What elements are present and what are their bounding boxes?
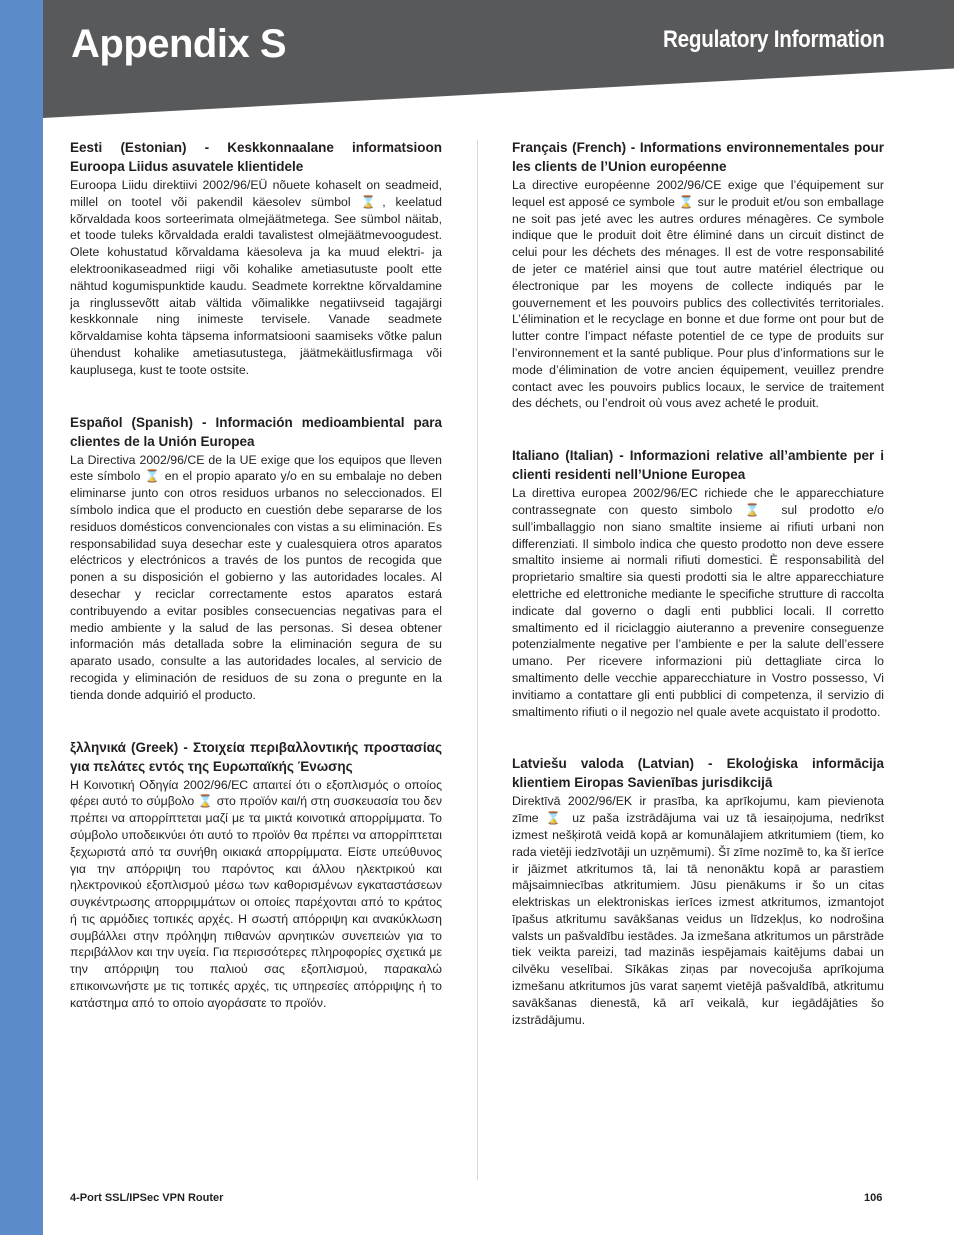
section-french xyxy=(512,138,884,412)
right-column xyxy=(512,138,884,1062)
section-heading: Italiano (Italian) - Informazioni relative all’ambiente per i clienti residenti nell’Unione Europea xyxy=(512,448,884,483)
section-heading: Latviešu valoda (Latvian) - Ekoloģiska informācija klientiem Eiropas Savienības jurisdikcijā xyxy=(512,756,884,791)
section-body: Direktīvā 2002/96/EK ir prasība, ka aprīkojumu, kam pievienota zīme ⌛ uz paša izstrādājuma vai uz tā iesaiņojuma, nedrīkst izmest nešķirotā veidā kopā ar komunālajiem atkritumiem (tiem, ko rada vietēji iedzīvotāji un uzņēmumi). Šī zīme nozīmē to, ka šī ierīce ir jāizmet atkritumos tā, lai tā nenonāktu kopā ar parastiem mājsaimniecības atkritumiem. Jūsu pienākums ir šo un citas elektriskas un elektroniskas ierīces izmest atkritumos, izmantojot īpašus atkritumu savākšanas veidus un līdzekļus, ko nodrošina valsts un pašvaldību iestādes. Ja izmešana atkritumos un pārstrāde tiek veikta pareizi, tad mazinās iespējamais kaitējums dabai un cilvēku veselībai. Sīkākas ziņas par novecojuša aprīkojuma izmešanu atkritumos jūs varat saņemt vietējā pašvaldībā, atkritumu savākšanas dienestā, kā arī veikalā, kur iegādājāties šo izstrādājumu. xyxy=(512,794,884,1027)
section-latvian xyxy=(512,754,884,1028)
footer-product-name: 4-Port SSL/IPSec VPN Router xyxy=(70,1192,224,1204)
section-heading: Español (Spanish) - Información medioambiental para clientes de la Unión Europea xyxy=(70,414,442,449)
section-spanish xyxy=(70,413,442,704)
section-italian xyxy=(512,446,884,720)
section-heading: ξλληνικά (Greek) - Στοιχεία περιβαλλοντικής προστασίας για πελάτες εντός της Ευρωπαϊκής Ένωσης xyxy=(70,739,442,774)
left-column xyxy=(70,138,442,1046)
appendix-title: Appendix S xyxy=(71,22,287,66)
section-heading: Eesti (Estonian) - Keskkonnaalane informatsioon Euroopa Liidus asuvatele klientidele xyxy=(70,140,442,174)
left-accent-bar xyxy=(0,0,43,1235)
section-body: La direttiva europea 2002/96/EC richiede che le apparecchiature contrassegnate con questo simbolo ⌛ sul prodotto e/o sull’imballaggio non siano smaltite insieme ai rifiuti urbani non differenziati. Il simbolo indica che questo prodotto non deve essere smaltito insieme ai normali rifiuti domestici. È responsabilità del proprietario smaltire sia questi prodotti sia le altre apparecchiature elettriche ed elettroniche mediante le specifiche strutture di raccolta indicate dal governo o dagli enti pubblici locali. Il corretto smaltimento ed il riciclaggio aiuteranno a prevenire conseguenze potenzialmente negative per l’ambiente e per la salute dell’essere umano. Per ricevere informazioni più dettagliate circa lo smaltimento delle vecchie apparecchiature in Vostro possesso, Vi invitiamo a contattare gli enti pubblici di competenza, il servizio di smaltimento rifiuti o il negozio nel quale avete acquistato il prodotto. xyxy=(512,486,884,719)
section-greek xyxy=(70,738,442,1012)
footer-page-number: 106 xyxy=(864,1192,883,1204)
section-title: Regulatory Information xyxy=(662,26,884,53)
section-estonian xyxy=(70,138,442,379)
section-heading: Français (French) - Informations environnementales pour les clients de l’Union européenne xyxy=(512,140,884,174)
section-body: La Directiva 2002/96/CE de la UE exige que los equipos que lleven este símbolo ⌛ en el propio aparato y/o en su embalaje no deben eliminarse junto con otros residuos urbanos no seleccionados. El símbolo indica que el producto en cuestión debe separarse de los residuos domésticos convencionales con vistas a su eliminación. Es responsabilidad suya desechar este y cualesquiera otros aparatos eléctricos y electrónicos a través de los puntos de recogida que ponen a su disposición el gobierno y las autoridades locales. Al desechar y reciclar correctamente estos aparatos estará contribuyendo a evitar posibles consecuencias negativas para el medio ambiente y la salud de las personas. Si desea obtener información más detallada sobre la eliminación segura de su aparato usado, consulte a las autoridades locales, al servicio de recogida y eliminación de residuos de su zona o pregunte en la tienda donde adquirió el producto. xyxy=(70,452,442,702)
section-body: La directive européenne 2002/96/CE exige que l’équipement sur lequel est apposé ce symbole ⌛ sur le produit et/ou son emballage ne soit pas jeté avec les autres ordures ménagères. Ce symbole indique que le produit doit être éliminé dans un circuit distinct de celui pour les déchets des ménages. Il est de votre responsabilité de jeter ce matériel ainsi que tout autre matériel électrique ou électronique par les moyens de collecte indiqués par le gouvernement et les pouvoirs publics des collectivités territoriales. L’élimination et le recyclage en bonne et due forme ont pour but de lutter contre l’impact néfaste potentiel de ce type de produits sur l’environnement et la santé publique. Pour plus d’informations sur le mode d’élimination de votre ancien équipement, veuillez prendre contact avec les pouvoirs publics locaux, le service de traitement des déchets, ou l’endroit où vous avez acheté le produit. xyxy=(512,178,884,411)
section-body: Η Κοινοτική Οδηγία 2002/96/EC απαιτεί ότι ο εξοπλισμός ο οποίος φέρει αυτό το σύμβολο ⌛ στο προϊόν και/ή στη συσκευασία του δεν πρέπει να απορρίπτεται μαζί με τα μικτά κοινοτικά απορρίμματα. Το σύμβολο υποδεικνύει ότι αυτό το προϊόν θα πρέπει να απορρίπτεται ξεχωριστά από τα συνήθη οικιακά απορρίμματα. Είστε υπεύθυνος για την απόρριψη του παρόντος και άλλου ηλεκτρικού και ηλεκτρονικού εξοπλισμού μέσω των καθορισμένων εγκαταστάσεων συγκέντρωσης απορριμμάτων οι οποίες παρέχονται από το κράτος ή τις αρμόδιες τοπικές αρχές. Η σωστή απόρριψη και ανακύκλωση συμβάλλει στην πρόληψη πιθανών αρνητικών συνεπειών για το περιβάλλον και την υγεία. Για περισσότερες πληροφορίες σχετικά με την απόρριψη του παλιού σας εξοπλισμού, παρακαλώ επικοινωνήστε με τις τοπικές αρχές, τις υπηρεσίες απόρριψης ή το κατάστημα από το οποίο αγοράσατε το προϊόν. xyxy=(70,777,442,1010)
column-divider xyxy=(477,140,478,1180)
section-body: Euroopa Liidu direktiivi 2002/96/EÜ nõuete kohaselt on seadmeid, millel on tootel või pakendil käesolev sümbol ⌛, keelatud kõrvaldada koos sorteerimata olmejäätmetega. See sümbol näitab, et toode tuleks kõrvaldada eraldi tavalistest olmejäätmevoogudest. Olete kohustatud kõrvaldama käesoleva ja ka muud elektri- ja elektroonikaseadmed riigi või kohalike ametiasutuste poolt ette nähtud kogumispunktide kaudu. Seadmete korrektne kõrvaldamine ja ringlussevõtt aitab vältida võimalikke negatiivseid tagajärgi keskkonnale ning inimeste tervisele. Vanade seadmete kõrvaldamise kohta täpsema informatsiooni saamiseks võtke palun ühendust kohalike ametiasutustega, jäätmekäitlusfirmaga või kauplusega, kust te toote ostsite. xyxy=(70,178,442,377)
